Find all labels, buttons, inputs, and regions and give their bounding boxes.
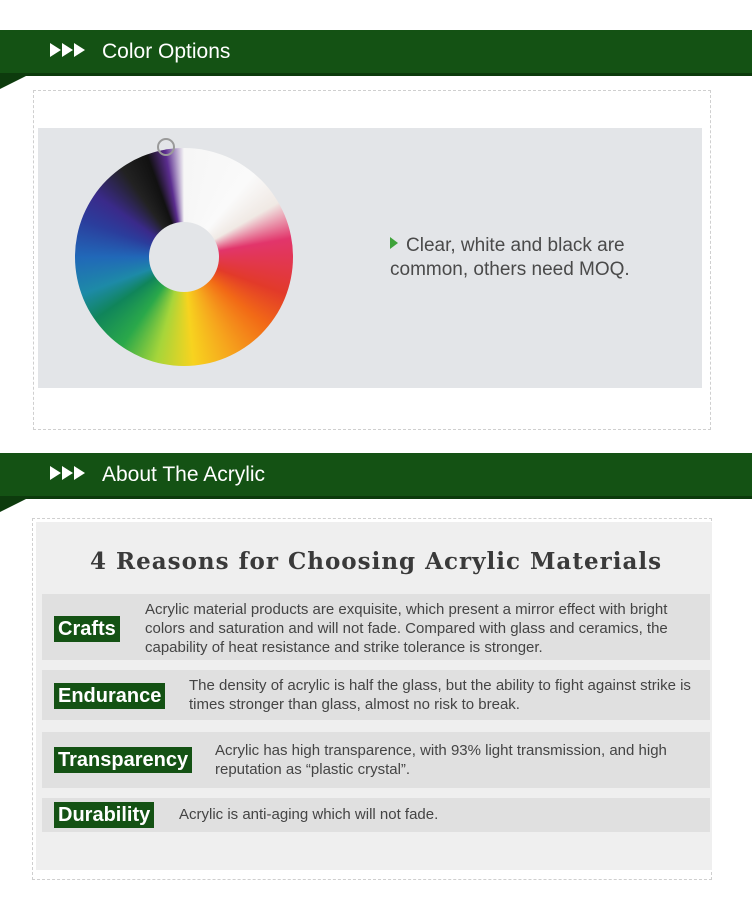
reason-text: The density of acrylic is half the glass, but the ability to fight against strike is times stronger than glass, almost no risk to break. — [189, 677, 691, 713]
reason-tag: Durability — [54, 802, 154, 828]
reason-text: Acrylic is anti-aging which will not fade. — [179, 806, 439, 823]
reason-tag: Transparency — [54, 747, 192, 773]
triple-arrow-icon — [50, 43, 85, 57]
reason-row-crafts — [42, 594, 710, 660]
reason-row-endurance — [42, 670, 710, 720]
reason-text: Acrylic has high transparence, with 93% light transmission, and high reputation as “plastic crystal”. — [215, 742, 667, 778]
section-title-color-options: Color Options — [102, 40, 231, 63]
color-options-panel — [38, 128, 702, 388]
section-title-about: About The Acrylic — [102, 463, 266, 486]
reason-row-durability — [42, 798, 710, 832]
color-note — [390, 234, 690, 282]
banner-fold — [0, 496, 32, 512]
acrylic-swatch-wheel-image — [75, 148, 293, 366]
banner-fold — [0, 73, 32, 89]
bullet-arrow-icon — [390, 237, 398, 249]
reason-row-transparency — [42, 732, 710, 788]
about-banner — [0, 453, 752, 499]
reason-tag: Crafts — [54, 616, 120, 642]
reasons-heading: 4 Reasons for Choosing Acrylic Materials — [89, 548, 663, 575]
color-note-text: Clear, white and black are common, others need MOQ. — [390, 235, 630, 280]
reason-tag: Endurance — [54, 683, 165, 709]
reason-text: Acrylic material products are exquisite, which present a mirror effect with bright colors and saturation and will not fade. Compared with glass and ceramics, the capability of heat resistance and strike tolerance is stronger. — [145, 601, 668, 656]
swatch-ring-icon — [157, 138, 175, 156]
triple-arrow-icon — [50, 466, 85, 480]
color-options-banner — [0, 30, 752, 76]
